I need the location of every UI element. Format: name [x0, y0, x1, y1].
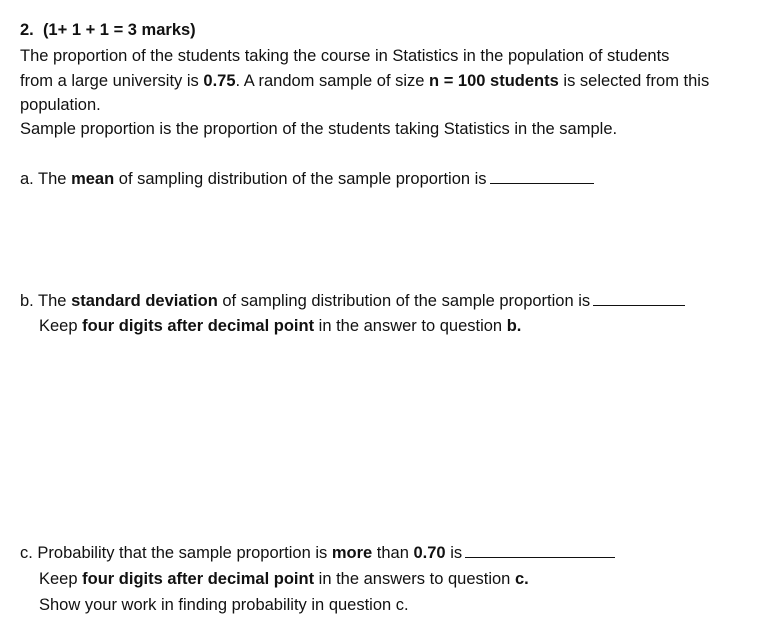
note-question-ref: c. [514, 570, 529, 588]
intro-line-1: The proportion of the students taking the course in Statistics in the population of students [20, 47, 670, 65]
question-c-text: than [372, 544, 414, 562]
intro-line-2 [20, 71, 709, 91]
question-c-text: is [445, 544, 463, 562]
intro-text: from a large university is [20, 72, 204, 90]
question-a-text: of sampling distribution of the sample proportion is [114, 170, 487, 188]
question-b-text: b. The [20, 292, 72, 310]
note-text: in the answers to question [314, 570, 515, 588]
note-keyword: four digits after decimal point [82, 570, 315, 588]
question-heading [20, 20, 196, 40]
question-a-text: a. The [20, 170, 72, 188]
population-proportion: 0.75 [203, 72, 236, 90]
question-number: 2. [20, 21, 34, 39]
question-c-keyword: more [331, 544, 373, 562]
marks-label: (1+ 1 + 1 = 3 marks) [42, 21, 196, 39]
intro-line-3: population. [20, 96, 101, 114]
question-c [20, 542, 615, 563]
intro-text: is selected from this [558, 72, 710, 90]
intro-text: . A random sample of size [235, 72, 430, 90]
question-c-value: 0.70 [413, 544, 446, 562]
answer-a-blank[interactable] [490, 168, 594, 184]
question-a [20, 168, 594, 189]
note-text: Keep [39, 570, 83, 588]
question-a-keyword: mean [71, 170, 115, 188]
note-question-ref: b. [506, 317, 522, 335]
note-text: Keep [39, 317, 83, 335]
question-b-keyword: standard deviation [71, 292, 218, 310]
intro-line-4: Sample proportion is the proportion of the students taking Statistics in the sample. [20, 120, 618, 138]
question-c-text: c. Probability that the sample proportion is [20, 544, 332, 562]
question-b-note [39, 316, 521, 336]
answer-c-blank[interactable] [465, 542, 615, 558]
answer-b-blank[interactable] [593, 290, 685, 306]
sample-size: n = 100 students [429, 72, 559, 90]
question-c-note [39, 569, 529, 589]
note-keyword: four digits after decimal point [82, 317, 315, 335]
question-c-work-note: Show your work in finding probability in question c. [39, 596, 409, 614]
question-b [20, 290, 685, 311]
note-text: in the answer to question [314, 317, 507, 335]
question-b-text: of sampling distribution of the sample proportion is [217, 292, 591, 310]
